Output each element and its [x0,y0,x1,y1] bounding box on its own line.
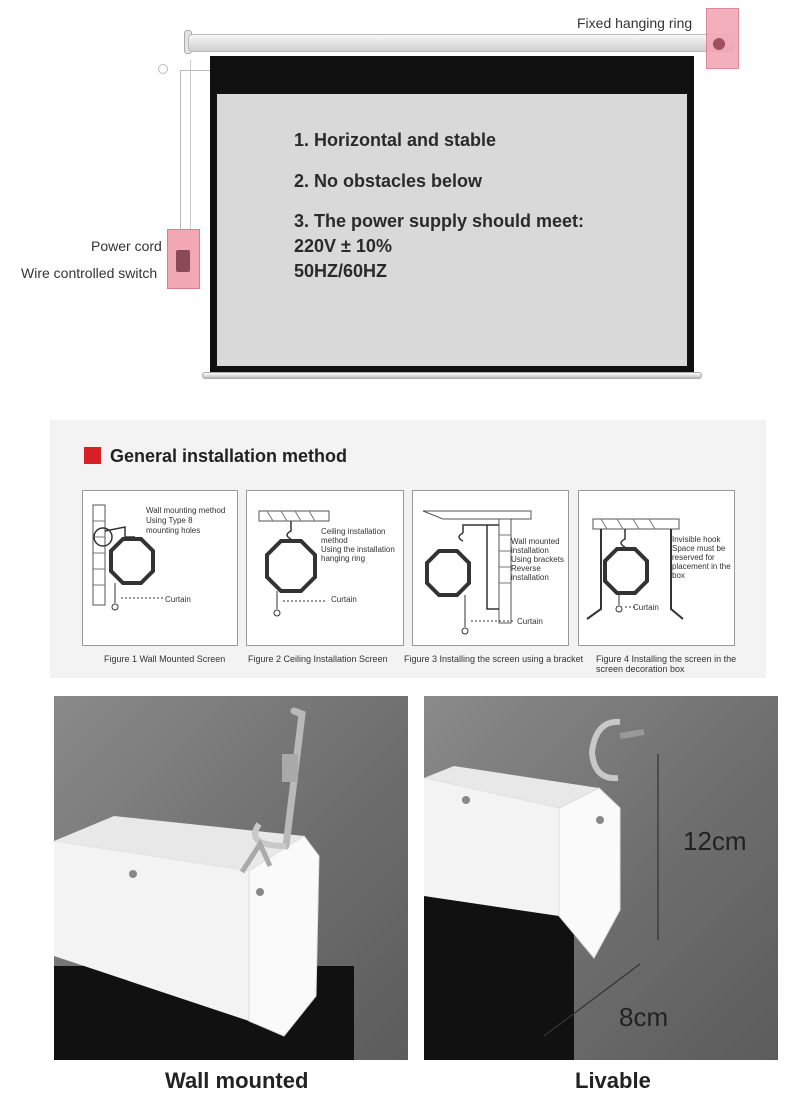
livable-photo-illustration [424,696,778,1060]
figure-4-note: placement in the [672,562,731,571]
wall-mounted-label: Wall mounted [165,1068,309,1093]
photo-wall-mounted [54,696,408,1060]
figure-3-curtain: Curtain [517,617,543,626]
cord-line [180,70,210,71]
figure-4-caption: screen decoration box [596,664,685,674]
spec-frequency: 50HZ/60HZ [294,261,388,281]
figure-3-bracket [412,490,569,646]
figure-3-note: Reverse [511,564,541,573]
spec-horizontal: 1. Horizontal and stable [294,130,497,150]
photo-livable [424,696,778,1060]
wire-switch-label: Wire controlled switch [21,265,158,281]
figure-3-note: Wall mounted [511,537,560,546]
livable-label: Livable [575,1068,651,1093]
figure-4-note: box [672,571,685,580]
figure-1-caption: Figure 1 Wall Mounted Screen [104,654,226,664]
section-marker-icon [84,447,101,464]
figure-3-note: installation [511,546,549,555]
width-dimension: 8cm [619,1002,669,1032]
figure-2-caption: Figure 2 Ceiling Installation Screen [248,654,388,664]
figure-1-curtain: Curtain [165,595,191,604]
figure-4-note: Invisible hook [672,535,721,544]
spec-power: 3. The power supply should meet: [294,211,585,231]
figure-2-ceiling [246,490,404,646]
figure-4-curtain: Curtain [633,603,659,612]
spec-voltage: 220V ± 10% [294,236,392,256]
figure-3-note: installation [511,573,549,582]
figure-1-wall [82,490,238,646]
cord-hook-icon [158,64,168,74]
bracket-mount-diagram [413,491,570,647]
figure-4-note: Space must be [672,544,726,553]
figure-2-note: Ceiling installation [321,527,386,536]
wall-mounted-photo-illustration [54,696,408,1060]
figure-4-note: reserved for [672,553,715,562]
screen-bottom-bar [202,372,702,379]
figure-3-caption: Figure 3 Installing the screen using a bracket [404,654,584,664]
power-cord-label: Power cord [91,238,162,254]
figure-2-note: hanging ring [321,554,366,563]
figure-4-caption: Figure 4 Installing the screen in the [596,654,737,664]
fixed-ring-label: Fixed hanging ring [577,15,693,31]
height-dimension: 12cm [683,826,747,856]
hanging-ring-icon [713,38,725,50]
screen-housing [188,34,734,52]
figure-2-note: Using the installation [321,545,395,554]
figure-4-box [578,490,735,646]
wire-switch-icon [176,250,190,272]
cord-line [180,70,181,230]
figure-1-note: mounting holes [146,526,201,535]
ceiling-mount-diagram [247,491,405,647]
figure-1-note: Wall mounting method [146,506,226,515]
figure-2-curtain: Curtain [331,595,357,604]
figure-2-note: method [321,536,348,545]
figure-3-note: Using brackets [511,555,564,564]
installation-title: General installation method [110,446,348,466]
cord-line [190,60,191,230]
spec-obstacles: 2. No obstacles below [294,171,483,191]
figure-1-note: Using Type 8 [146,516,193,525]
